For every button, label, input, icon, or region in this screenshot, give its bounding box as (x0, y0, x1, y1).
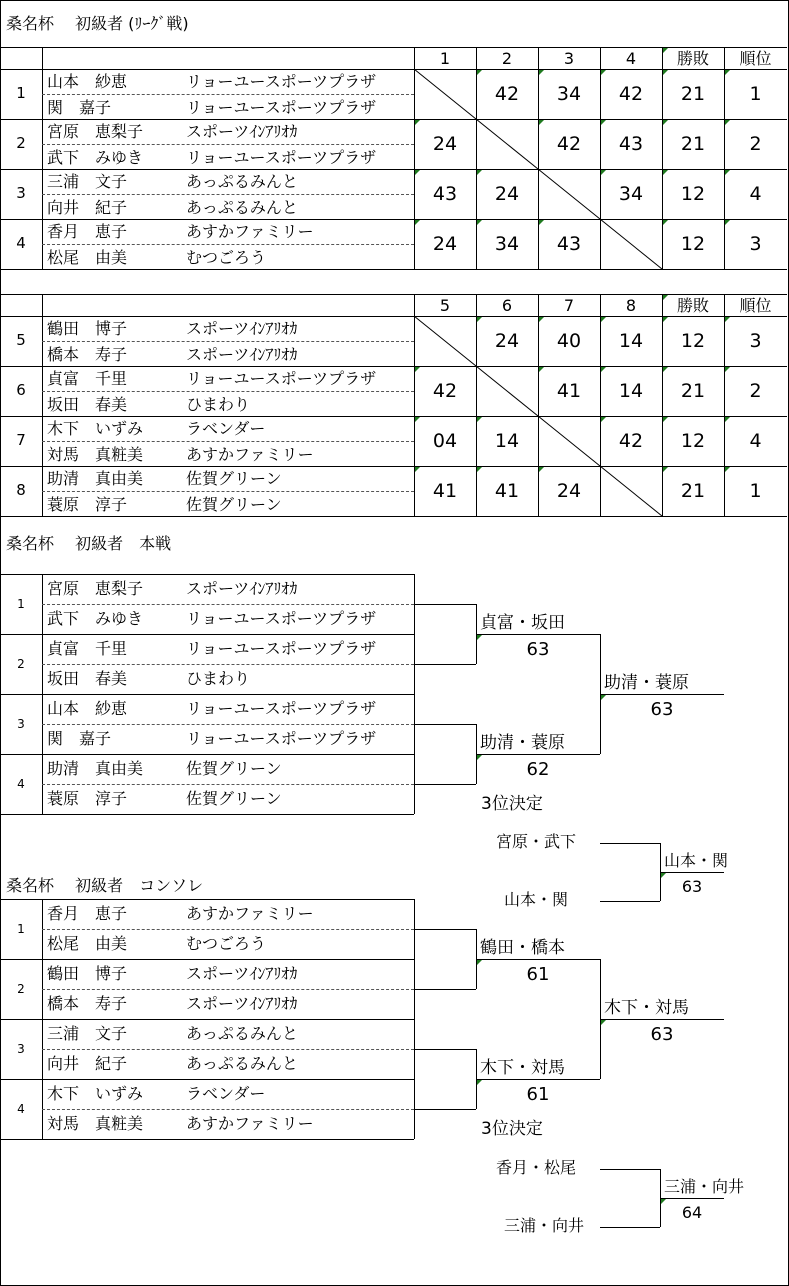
player-name: 宮原 恵梨子 (47, 579, 144, 598)
score-cell: 42 (618, 430, 644, 452)
bracket-connector (660, 1198, 724, 1199)
row-number: 5 (16, 331, 26, 349)
row-number: 4 (16, 234, 26, 252)
player-name: 対馬 真粧美 (47, 1114, 144, 1133)
player-name: 三浦 文子 (47, 172, 128, 191)
win-loss-cell: 21 (680, 380, 706, 402)
round1-score: 62 (526, 759, 550, 780)
player-name: 香月 恵子 (47, 904, 128, 923)
bracket-connector (476, 754, 600, 755)
final-score: 63 (650, 699, 674, 720)
round1-score: 61 (526, 1084, 550, 1105)
rank-cell: 4 (749, 183, 762, 205)
club-name: あっぷるみんと (186, 1024, 298, 1043)
cell-marker (661, 873, 666, 878)
col-header-7: 7 (563, 296, 575, 315)
champion-name: 木下・対馬 (604, 998, 689, 1018)
bracket-connector (414, 664, 476, 665)
third-place-score: 64 (681, 1203, 703, 1222)
player-name: 松尾 由美 (47, 248, 128, 267)
club-name: あすかファミリー (186, 904, 314, 923)
club-name: リョーユースポーツプラザ (186, 729, 377, 748)
col-header-勝敗: 勝敗 (676, 49, 709, 68)
score-cell: 42 (432, 380, 458, 402)
entry-number: 1 (17, 597, 25, 611)
bracket-connector (600, 694, 724, 695)
player-name: 坂田 春美 (47, 669, 128, 688)
score-cell: 43 (618, 133, 644, 155)
entry-bottom-rule (0, 694, 414, 695)
champion-name: 助清・蓑原 (604, 673, 689, 693)
player-name: 助清 真由美 (47, 469, 144, 488)
row-number: 6 (16, 381, 26, 399)
entry-number: 4 (17, 777, 25, 791)
player-name: 宮原 恵梨子 (47, 122, 144, 141)
win-loss-cell: 21 (680, 83, 706, 105)
club-name: スポーツｲﾝｱﾘｵｶ (186, 319, 298, 338)
bracket-connector (476, 634, 600, 635)
pair-separator (42, 664, 414, 665)
rank-cell: 4 (749, 430, 762, 452)
club-name: あっぷるみんと (186, 172, 298, 191)
score-cell: 34 (494, 233, 520, 255)
club-name: スポーツｲﾝｱﾘｵｶ (186, 964, 298, 983)
col-header-6: 6 (501, 296, 513, 315)
club-name: リョーユースポーツプラザ (186, 639, 377, 658)
cell-marker (477, 755, 482, 760)
pair-separator (42, 784, 414, 785)
player-name: 蓑原 淳子 (47, 789, 128, 808)
bracket-connector (600, 1169, 660, 1170)
row-number: 3 (16, 184, 26, 202)
club-name: むつごろう (186, 248, 267, 267)
score-cell: 14 (494, 430, 520, 452)
bracket-connector (414, 604, 476, 605)
third-place-team-b: 三浦・向井 (504, 1216, 585, 1235)
club-name: スポーツｲﾝｱﾘｵｶ (186, 345, 298, 364)
player-name: 松尾 由美 (47, 934, 128, 953)
bracket-connector (414, 989, 476, 990)
club-name: ひまわり (186, 395, 251, 414)
club-name: ひまわり (186, 669, 251, 688)
bracket-connector (600, 901, 660, 902)
club-name: 佐賀グリーン (186, 759, 282, 778)
player-name: 助清 真由美 (47, 759, 144, 778)
col-header-3: 3 (563, 49, 575, 68)
round1-score: 63 (526, 639, 550, 660)
col-header-4: 4 (625, 49, 637, 68)
entry-number: 3 (17, 1042, 25, 1056)
third-place-team-a: 香月・松尾 (496, 1158, 577, 1177)
row-number: 2 (16, 134, 26, 152)
entry-bottom-rule (0, 1139, 414, 1140)
score-cell: 34 (556, 83, 582, 105)
third-place-team-a: 宮原・武下 (496, 832, 577, 851)
final-score: 63 (650, 1024, 674, 1045)
third-place-team-b: 山本・関 (504, 890, 569, 909)
cell-marker (725, 467, 730, 472)
entry-number: 2 (17, 657, 25, 671)
score-cell: 42 (556, 133, 582, 155)
consolation-title: 桑名杯 初級者 コンソレ (6, 876, 204, 895)
entry-number: 1 (17, 922, 25, 936)
player-name: 三浦 文子 (47, 1024, 128, 1043)
club-name: あすかファミリー (186, 445, 314, 464)
player-name: 武下 みゆき (47, 609, 144, 628)
player-name: 武下 みゆき (47, 148, 144, 167)
third-place-score: 63 (681, 877, 703, 896)
bracket-right-rule (414, 574, 415, 814)
player-name: 関 嘉子 (47, 98, 112, 117)
win-loss-cell: 12 (680, 430, 706, 452)
win-loss-cell: 21 (680, 133, 706, 155)
player-name: 橋本 寿子 (47, 345, 128, 364)
score-cell: 41 (494, 480, 520, 502)
entry-number: 2 (17, 982, 25, 996)
round1-winner: 木下・対馬 (480, 1058, 565, 1078)
player-name: 木下 いずみ (47, 1084, 144, 1103)
club-name: リョーユースポーツプラザ (186, 369, 377, 388)
club-name: むつごろう (186, 934, 267, 953)
entry-number: 3 (17, 717, 25, 731)
cell-marker (601, 695, 606, 700)
league-title: 桑名杯 初級者 (ﾘｰｸﾞ戦) (6, 14, 189, 33)
rank-cell: 1 (749, 83, 762, 105)
player-name: 橋本 寿子 (47, 994, 128, 1013)
score-cell: 14 (618, 330, 644, 352)
score-cell: 24 (494, 330, 520, 352)
club-name: あっぷるみんと (186, 198, 298, 217)
entry-bottom-rule (0, 1019, 414, 1020)
entry-bottom-rule (0, 959, 414, 960)
score-cell: 43 (556, 233, 582, 255)
player-name: 蓑原 淳子 (47, 495, 128, 514)
round1-score: 61 (526, 964, 550, 985)
cell-marker (477, 635, 482, 640)
club-name: 佐賀グリーン (186, 789, 282, 808)
entry-number: 4 (17, 1102, 25, 1116)
score-cell: 24 (556, 480, 582, 502)
cell-marker (477, 1080, 482, 1085)
col-header-8: 8 (625, 296, 637, 315)
col-header-勝敗: 勝敗 (676, 296, 709, 315)
rank-cell: 1 (749, 480, 762, 502)
score-cell: 24 (494, 183, 520, 205)
club-name: ラベンダー (186, 1084, 266, 1103)
bracket-connector (476, 1079, 600, 1080)
pair-separator (42, 989, 414, 990)
win-loss-cell: 12 (680, 233, 706, 255)
player-name: 香月 恵子 (47, 222, 128, 241)
bracket-connector (600, 1019, 724, 1020)
club-name: リョーユースポーツプラザ (186, 148, 377, 167)
col-header-順位: 順位 (739, 49, 772, 68)
score-cell: 14 (618, 380, 644, 402)
club-name: 佐賀グリーン (186, 469, 282, 488)
pair-separator (42, 1109, 414, 1110)
club-name: あすかファミリー (186, 222, 314, 241)
bracket-connector (600, 1227, 660, 1228)
player-name: 貞富 千里 (47, 369, 128, 388)
player-name: 向井 紀子 (47, 198, 128, 217)
player-name: 山本 紗恵 (47, 72, 128, 91)
bracket-connector (414, 1049, 476, 1050)
entry-bottom-rule (0, 754, 414, 755)
win-loss-cell: 12 (680, 330, 706, 352)
main-draw-title: 桑名杯 初級者 本戦 (6, 534, 172, 553)
score-cell: 04 (432, 430, 458, 452)
bracket-right-rule (414, 899, 415, 1139)
club-name: リョーユースポーツプラザ (186, 609, 377, 628)
club-name: リョーユースポーツプラザ (186, 98, 377, 117)
round1-winner: 貞富・坂田 (480, 613, 565, 633)
bracket-connector (600, 843, 660, 844)
win-loss-cell: 21 (680, 480, 706, 502)
third-place-winner: 三浦・向井 (664, 1177, 745, 1196)
club-name: リョーユースポーツプラザ (186, 72, 377, 91)
score-cell: 42 (494, 83, 520, 105)
club-name: あすかファミリー (186, 1114, 314, 1133)
row-number: 7 (16, 431, 26, 449)
pair-separator (42, 724, 414, 725)
bracket-connector (476, 959, 600, 960)
player-name: 鶴田 博子 (47, 319, 128, 338)
pair-separator (42, 929, 414, 930)
club-name: スポーツｲﾝｱﾘｵｶ (186, 994, 298, 1013)
entry-bottom-rule (0, 814, 414, 815)
col-header-順位: 順位 (739, 296, 772, 315)
entry-bottom-rule (0, 634, 414, 635)
club-name: スポーツｲﾝｱﾘｵｶ (186, 579, 298, 598)
row-number: 8 (16, 481, 26, 499)
col-header-5: 5 (439, 296, 451, 315)
rank-cell: 3 (749, 233, 762, 255)
score-cell: 34 (618, 183, 644, 205)
round1-winner: 助清・蓑原 (480, 733, 565, 753)
score-cell: 41 (432, 480, 458, 502)
pair-separator (42, 1049, 414, 1050)
player-name: 木下 いずみ (47, 419, 144, 438)
score-cell: 41 (556, 380, 582, 402)
club-name: スポーツｲﾝｱﾘｵｶ (186, 122, 298, 141)
player-name: 鶴田 博子 (47, 964, 128, 983)
rank-cell: 2 (749, 133, 762, 155)
score-cell: 24 (432, 133, 458, 155)
score-cell: 24 (432, 233, 458, 255)
player-name: 貞富 千里 (47, 639, 128, 658)
col-header-1: 1 (439, 49, 451, 68)
cell-marker (661, 1199, 666, 1204)
rank-cell: 2 (749, 380, 762, 402)
third-place-winner: 山本・関 (664, 851, 729, 870)
cell-marker (601, 1020, 606, 1025)
player-name: 関 嘉子 (47, 729, 112, 748)
club-name: 佐賀グリーン (186, 495, 282, 514)
bracket-connector (414, 929, 476, 930)
pair-separator (42, 604, 414, 605)
bracket-top-rule (0, 574, 414, 575)
entry-bottom-rule (0, 1079, 414, 1080)
bracket-connector (414, 1109, 476, 1110)
third-place-label: 3位決定 (481, 794, 543, 814)
round1-winner: 鶴田・橋本 (480, 938, 565, 958)
bracket-connector (414, 724, 476, 725)
cell-marker (663, 467, 668, 472)
col-header-2: 2 (501, 49, 513, 68)
player-name: 対馬 真粧美 (47, 445, 144, 464)
bracket-connector (414, 784, 476, 785)
cell-marker (477, 960, 482, 965)
score-cell: 40 (556, 330, 582, 352)
player-name: 山本 紗恵 (47, 699, 128, 718)
club-name: ラベンダー (186, 419, 266, 438)
rank-cell: 3 (749, 330, 762, 352)
row-number: 1 (16, 84, 26, 102)
win-loss-cell: 12 (680, 183, 706, 205)
player-name: 向井 紀子 (47, 1054, 128, 1073)
player-name: 坂田 春美 (47, 395, 128, 414)
score-cell: 42 (618, 83, 644, 105)
bracket-top-rule (0, 899, 414, 900)
club-name: リョーユースポーツプラザ (186, 699, 377, 718)
score-cell: 43 (432, 183, 458, 205)
third-place-label: 3位決定 (481, 1119, 543, 1139)
bracket-connector (660, 872, 724, 873)
club-name: あっぷるみんと (186, 1054, 298, 1073)
